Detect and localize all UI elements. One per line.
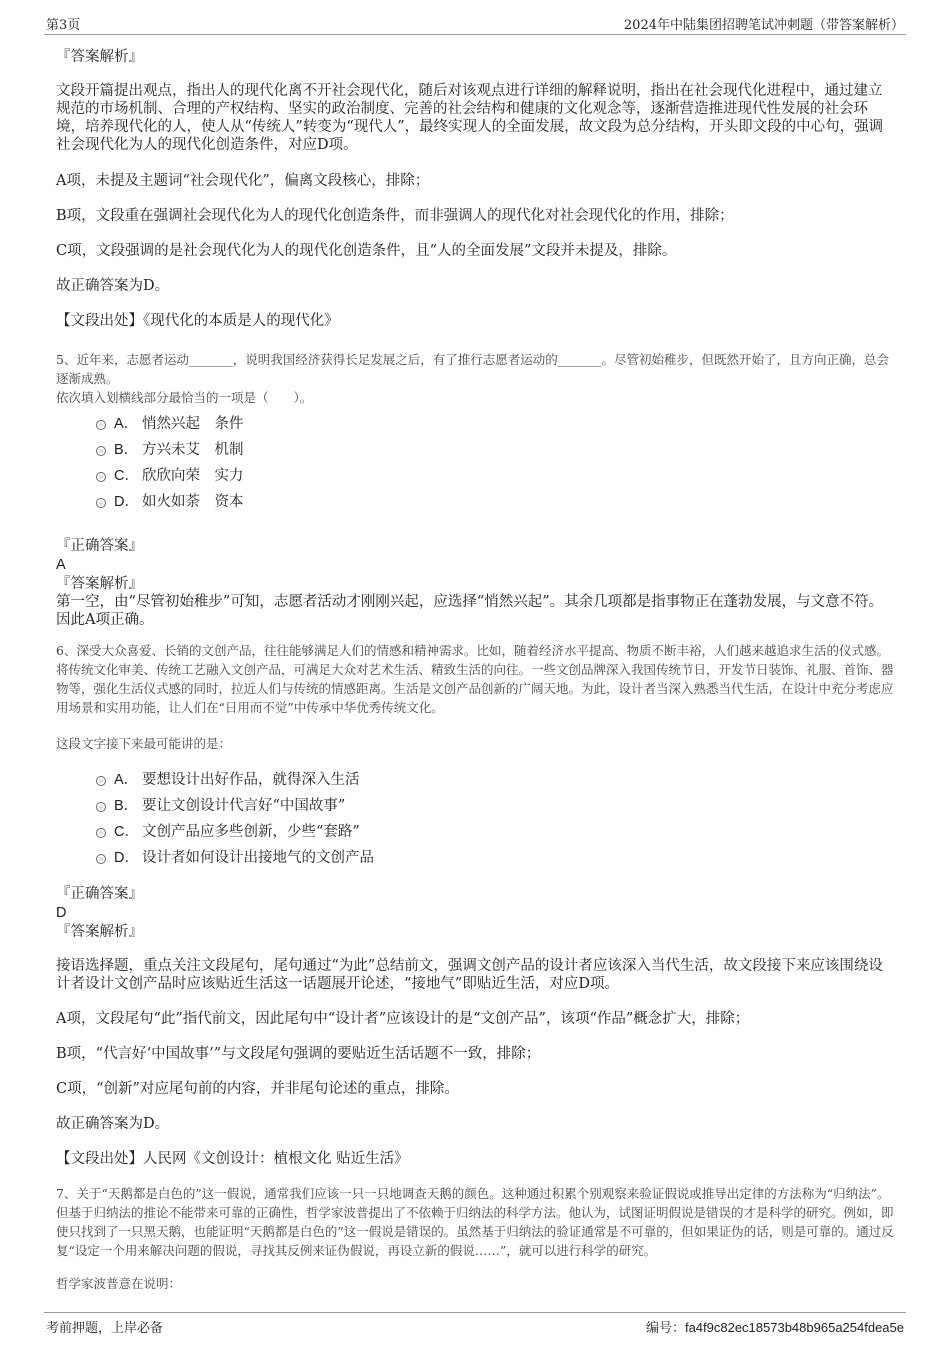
option-c-explanation: C项，文段强调的是社会现代化为人的现代化创造条件，且“人的全面发展”文段并未提及，排除。 [56, 243, 677, 259]
answer-analysis-text: 第一空，由“尽管初始稚步”可知，志愿者活动才刚刚兴起，应选择“悄然兴起”。其余几项都是指事物正在蓬勃发展，与文意不符。因此A项正确。 [56, 594, 884, 628]
answer-analysis-text: 接语选择题，重点关注文段尾句，尾句通过“为此”总结前文，强调文创产品的设计者应该深入当代生活，故文段接下来应该围绕设计者设计文创产品时应该贴近生活这一话题展开论述，“接地气”即贴近生活，对应D项。 [56, 958, 883, 992]
option-a-explanation: A项，未提及主题词“社会现代化”，偏离文段核心，排除； [56, 173, 430, 189]
option-a-explanation: A项，文段尾句“此”指代前文，因此尾句中“设计者”应该设计的是“文创产品”，该项“作品”概念扩大，排除； [56, 1011, 750, 1027]
answer-analysis-heading: 『答案解析』 [56, 576, 143, 592]
option-b-explanation: B项，“代言好‘中国故事’”与文段尾句强调的要贴近生活话题不一致，排除； [56, 1046, 541, 1062]
radio-button[interactable] [96, 854, 106, 864]
conclusion: 故正确答案为D。 [56, 278, 170, 294]
footer-slogan: 考前押题，上岸必备 [46, 1321, 164, 1336]
question-5-options [56, 411, 896, 515]
page-number: 第3页 [46, 18, 81, 33]
question-7-stem: 7、关于“天鹅都是白色的”这一假说，通常我们应该一只一只地调查天鹅的颜色。这种通过积累个别观察来验证假说或推导出定律的方法称为“归纳法”。但基于归纳法的推论不能带来可靠的正确性，哲学家波普提出了不依赖于归纳法的科学方法。他认为，试图证明假说是错误的才是科学的研究。例如，即使只找到了一只黑天鹅，也能证明“天鹅都是白色的”这一假说是错误的。虽然基于归纳法的验证通常是不可靠的，但如果证伪的话，则是可靠的。通过反复“设定一个用来解决问题的假说，寻找其反例来证伪假说，再设立新的假说……”，就可以进行科学的研究。 [56, 1186, 894, 1258]
conclusion: 故正确答案为D。 [56, 1116, 170, 1132]
question-6-options [56, 767, 896, 871]
passage-source: 【文段出处】人民网《文创设计：植根文化 贴近生活》 [56, 1151, 409, 1167]
radio-button[interactable] [96, 420, 106, 430]
correct-answer-heading: 『正确答案』 [56, 538, 143, 554]
answer-analysis-heading: 『答案解析』 [56, 924, 143, 940]
question-7-prompt: 哲学家波普意在说明： [56, 1276, 182, 1291]
document-id-value: fa4f9c82ec18573b48b965a254fdea5e [684, 1320, 904, 1335]
option-a[interactable]: A． 悄然兴起 条件 [56, 411, 896, 437]
option-b[interactable]: B． 要让文创设计代言好“中国故事” [56, 793, 896, 819]
question-6-prompt: 这段文字接下来最可能讲的是： [56, 736, 232, 751]
option-a[interactable]: A． 要想设计出好作品，就得深入生活 [56, 767, 896, 793]
question-6-stem: 6、深受大众喜爱、长销的文创产品，往往能够满足人们的情感和精神需求。比如，随着经济水平提高、物质不断丰裕，人们越来越追求生活的仪式感。将传统文化审美、传统工艺融入文创产品，可满足大众对艺术生活、精致生活的向往。一些文创品牌深入我国传统节日，开发节日装饰、礼服、首饰、器物等，强化生活仪式感的同时，拉近人们与传统的情感距离。生活是文创产品创新的广阔天地。为此，设计者当深入熟悉当代生活，在设计中充分考虑应用场景和实用功能，让人们在“日用而不觉”中传承中华优秀传统文化。 [56, 643, 894, 715]
document-id [646, 1317, 904, 1336]
radio-button[interactable] [96, 776, 106, 786]
option-d[interactable]: D． 如火如荼 资本 [56, 489, 896, 515]
question-5-prompt: 依次填入划横线部分最恰当的一项是（ ）。 [56, 390, 313, 405]
correct-answer: D [56, 905, 67, 921]
radio-button[interactable] [96, 472, 106, 482]
answer-analysis-text: 文段开篇提出观点，指出人的现代化离不开社会现代化，随后对该观点进行详细的解释说明，指出在社会现代化进程中，通过建立规范的市场机制、合理的产权结构、坚实的政治制度、完善的社会结构和健康的文化观念等，逐渐营造推进现代性发展的社会环境，培养现代化的人，使人从“传统人”转变为“现代人”，最终实现人的全面发展，故文段为总分结构，开头即文段的中心句，强调社会现代化为人的现代化创造条件，对应D项。 [56, 83, 884, 153]
option-b-explanation: B项，文段重在强调社会现代化为人的现代化创造条件，而非强调人的现代化对社会现代化的作用，排除； [56, 208, 734, 224]
passage-source: 【文段出处】《现代化的本质是人的现代化》 [56, 313, 339, 329]
option-b[interactable]: B． 方兴未艾 机制 [56, 437, 896, 463]
correct-answer: A [56, 557, 66, 573]
correct-answer-heading: 『正确答案』 [56, 886, 143, 902]
document-body [56, 44, 896, 1293]
answer-analysis-heading: 『答案解析』 [56, 49, 143, 65]
question-5-stem: 5、近年来，志愿者运动_______，说明我国经济获得长足发展之后，有了推行志愿者运动的_______。尽管初始稚步，但既然开始了，且方向正确，总会逐渐成熟。 [56, 352, 889, 386]
document-title: 2024年中陆集团招聘笔试冲刺题（带答案解析） [623, 18, 904, 33]
option-c-explanation: C项，“创新”对应尾句前的内容，并非尾句论述的重点，排除。 [56, 1081, 459, 1097]
option-c[interactable]: C． 欣欣向荣 实力 [56, 463, 896, 489]
document-id-label: 编号： [645, 1321, 685, 1336]
radio-button[interactable] [96, 446, 106, 456]
radio-button[interactable] [96, 828, 106, 838]
radio-button[interactable] [96, 802, 106, 812]
page-header [44, 12, 906, 35]
option-c[interactable]: C． 文创产品应多些创新，少些“套路” [56, 819, 896, 845]
radio-button[interactable] [96, 498, 106, 508]
page-footer [44, 1312, 906, 1337]
option-d[interactable]: D． 设计者如何设计出接地气的文创产品 [56, 845, 896, 871]
